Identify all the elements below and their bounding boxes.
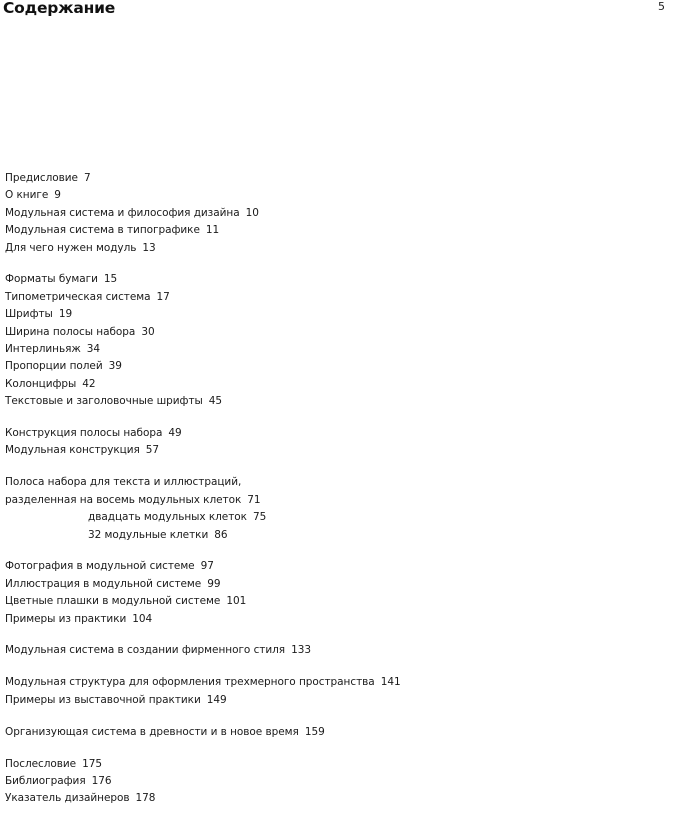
toc-entry-title: Модульная система в типографике	[5, 224, 200, 237]
toc-entry-page: 49	[168, 427, 182, 440]
toc-entry	[5, 205, 665, 222]
toc-entry-title: Организующая система в древности и в новое время	[5, 725, 299, 738]
toc-entry-title: Ширина полосы набора	[5, 325, 136, 338]
toc-entry-title: Полоса набора для текста и иллюстраций,	[5, 476, 242, 489]
toc-entry-page: 42	[82, 377, 96, 390]
toc-entry-page: 176	[91, 774, 112, 787]
toc-entry-page: 15	[103, 273, 118, 286]
toc-entry	[5, 509, 665, 526]
toc-entry	[5, 222, 665, 239]
toc-entry	[5, 773, 665, 790]
toc-group	[5, 474, 665, 544]
toc-entry-title: Шрифты	[5, 308, 53, 321]
toc-entry-title: Библиография	[5, 774, 86, 787]
toc-entry-page: 71	[247, 493, 261, 506]
toc-entry	[5, 341, 665, 358]
toc-entry-title: Примеры из выставочной практики	[5, 693, 201, 706]
toc-entry-title: Цветные плашки в модульной системе	[5, 595, 221, 608]
toc-entry	[5, 576, 665, 593]
toc-entry-title: Указатель дизайнеров	[5, 792, 130, 805]
toc-entry-title: Текстовые и заголовочные шрифты	[5, 395, 203, 408]
toc-entry	[5, 324, 665, 341]
toc-entry-page: 149	[206, 693, 227, 706]
toc-entry	[5, 170, 665, 187]
toc-entry-title: 32 модульные клетки	[88, 528, 209, 541]
toc-entry	[5, 724, 665, 741]
toc-entry	[5, 756, 665, 773]
toc-entry	[5, 593, 665, 610]
toc-entry-title: О книге	[5, 189, 49, 202]
toc-entry	[5, 393, 665, 410]
toc-entry-page: 13	[142, 241, 156, 254]
toc-entry-page: 133	[291, 644, 311, 657]
toc-entry-page: 178	[135, 792, 156, 805]
table-of-contents	[5, 170, 665, 822]
toc-entry	[5, 271, 665, 288]
toc-group	[5, 425, 665, 460]
toc-entry-page: 39	[108, 360, 122, 373]
toc-entry-title: Модульная конструкция	[5, 444, 140, 457]
toc-entry-page: 19	[58, 308, 73, 321]
toc-entry	[5, 558, 665, 575]
toc-entry	[5, 442, 665, 459]
toc-entry	[5, 642, 665, 659]
toc-entry-page: 175	[82, 757, 103, 770]
toc-entry-page: 17	[156, 290, 170, 303]
toc-entry-title: Пропорции полей	[5, 360, 103, 373]
toc-entry	[5, 358, 665, 375]
toc-group	[5, 756, 665, 808]
toc-entry-page: 57	[145, 444, 160, 457]
toc-entry-page: 30	[141, 325, 155, 338]
toc-entry-page: 101	[226, 595, 247, 608]
toc-entry-title: Конструкция полосы набора	[5, 427, 163, 440]
toc-group	[5, 170, 665, 257]
toc-entry	[5, 611, 665, 628]
toc-entry-title: Примеры из практики	[5, 612, 127, 625]
toc-entry-page: 159	[304, 725, 325, 738]
toc-entry	[5, 674, 665, 691]
toc-entry-page: 10	[245, 206, 259, 219]
toc-entry-title: Колонцифры	[5, 377, 77, 390]
toc-entry-page: 86	[214, 528, 228, 541]
toc-entry-title: Для чего нужен модуль	[5, 241, 137, 254]
toc-group	[5, 271, 665, 410]
toc-entry-page: 34	[86, 343, 101, 356]
toc-entry-title: Интерлиньяж	[5, 343, 81, 356]
toc-entry-title: Фотография в модульной системе	[5, 560, 195, 573]
toc-entry-title: Иллюстрация в модульной системе	[5, 577, 202, 590]
toc-entry-title: Модульная система в создании фирменного стиля	[5, 644, 286, 657]
toc-entry-title: Модульная структура для оформления трехмерного пространства	[5, 676, 375, 689]
page-title: Содержание	[3, 0, 116, 17]
toc-entry	[5, 492, 665, 509]
toc-entry-page: 7	[83, 172, 91, 184]
toc-entry-title: двадцать модульных клеток	[88, 511, 247, 524]
toc-entry	[5, 527, 665, 544]
toc-group	[5, 674, 665, 709]
toc-entry	[5, 187, 665, 204]
toc-entry	[5, 289, 665, 306]
toc-entry-page: 141	[380, 676, 401, 689]
toc-entry-title: Форматы бумаги	[5, 273, 98, 286]
toc-entry	[5, 240, 665, 257]
toc-entry-title: Типометрическая система	[5, 290, 151, 303]
toc-entry	[5, 376, 665, 393]
toc-entry-page: 99	[207, 577, 221, 590]
toc-entry-page: 97	[200, 560, 214, 573]
toc-entry-title: Послесловие	[5, 757, 77, 770]
toc-entry	[5, 474, 665, 491]
toc-entry-title: Модульная система и философия дизайна	[5, 206, 240, 219]
toc-entry-page: 11	[205, 224, 220, 237]
toc-entry-title: разделенная на восемь модульных клеток	[5, 493, 242, 506]
toc-group	[5, 724, 665, 741]
toc-group	[5, 642, 665, 659]
toc-entry	[5, 692, 665, 709]
toc-group	[5, 558, 665, 628]
toc-entry	[5, 306, 665, 323]
toc-entry-page: 104	[132, 612, 153, 625]
toc-entry	[5, 790, 665, 807]
toc-entry-page: 75	[252, 511, 267, 524]
toc-entry-title: Предисловие	[5, 172, 78, 184]
toc-entry	[5, 425, 665, 442]
toc-entry-page: 9	[54, 189, 61, 202]
toc-entry-page: 45	[208, 395, 223, 408]
page-number: 5	[658, 0, 665, 13]
